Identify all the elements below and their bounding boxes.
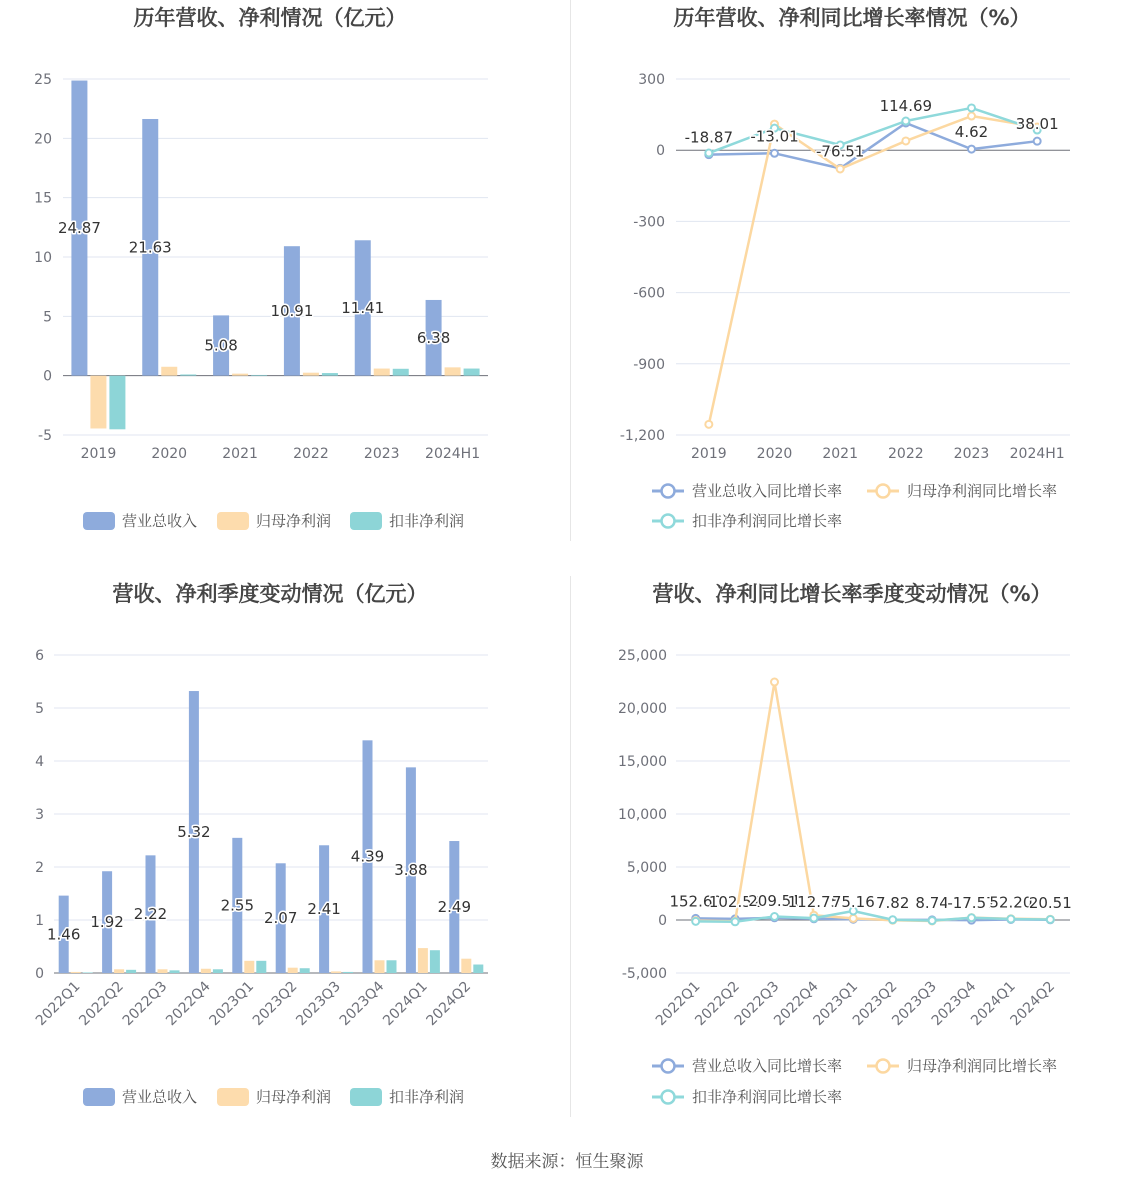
legend-swatch-marker: [662, 1060, 675, 1073]
data-label: 4.39: [350, 847, 385, 866]
y-tick-label: 5,000: [626, 860, 667, 876]
legend-label: 扣非净利润同比增长率: [692, 512, 843, 530]
bar-deducted-net-profit: [126, 970, 136, 973]
data-label: 112.75: [787, 892, 841, 911]
data-label: 2.55: [220, 896, 255, 915]
bar-parent-net-profit: [445, 367, 461, 375]
y-tick-label: 5: [35, 701, 44, 717]
legend-item-deducted-net-profit: [350, 512, 464, 530]
x-tick-label: 2024H1: [1009, 446, 1065, 462]
x-tick-label: 2022Q4: [771, 978, 822, 1030]
data-label: 20.51: [1028, 893, 1072, 912]
x-tick-label: 2023Q4: [928, 978, 980, 1030]
legend-label: 营业总收入: [122, 1088, 198, 1106]
point-deducted-net-profit-growth: [889, 916, 896, 923]
legend-swatch: [83, 1088, 115, 1106]
legend-label: 扣非净利润: [389, 1088, 465, 1106]
data-label: 1.92: [90, 913, 124, 932]
legend-swatch-marker: [877, 485, 890, 498]
bar-parent-net-profit: [232, 374, 248, 376]
legend-label: 归母净利润: [256, 1088, 332, 1106]
point-deducted-net-profit-growth: [771, 913, 778, 920]
x-tick-label: 2022Q4: [163, 978, 214, 1030]
data-label: 75.16: [831, 893, 875, 912]
data-label: 24.87: [57, 219, 101, 238]
legend-label: 扣非净利润: [389, 512, 465, 530]
bar-parent-net-profit: [461, 959, 471, 973]
point-deducted-net-profit-growth: [1047, 916, 1054, 923]
y-tick-label: 15,000: [618, 754, 667, 770]
x-tick-label: 2024H1: [425, 446, 481, 462]
y-tick-label: -5: [38, 428, 52, 444]
point-revenue-growth: [771, 150, 778, 157]
bar-parent-net-profit: [201, 969, 211, 973]
point-revenue-growth: [1034, 138, 1041, 145]
point-deducted-net-profit-growth: [692, 918, 699, 925]
bar-parent-net-profit: [303, 373, 319, 376]
quarterly-revenue-profit-chart: [33, 582, 488, 1106]
legend-swatch: [83, 512, 115, 530]
y-tick-label: 20,000: [618, 701, 667, 717]
legend-item-revenue: [83, 1088, 197, 1106]
x-tick-label: 2024Q1: [380, 978, 431, 1030]
point-deducted-net-profit-growth: [968, 104, 975, 111]
bar-deducted-net-profit: [170, 970, 180, 973]
x-tick-label: 2022Q2: [76, 978, 127, 1030]
x-tick-label: 2019: [691, 446, 727, 462]
bar-parent-net-profit: [288, 968, 298, 973]
data-label: 2.49: [437, 898, 472, 917]
legend-swatch-marker: [662, 1091, 675, 1104]
data-label: 114.69: [879, 96, 933, 115]
data-label: 5.32: [177, 823, 211, 842]
x-tick-label: 2023Q2: [249, 978, 301, 1030]
legend-item-parent-net-profit: [867, 482, 1057, 500]
bar-deducted-net-profit: [387, 960, 397, 973]
y-tick-label: 0: [658, 913, 667, 929]
annual-growth-rate-chart: [620, 6, 1070, 530]
x-tick-label: 2024Q2: [423, 978, 475, 1030]
y-tick-label: -600: [633, 285, 665, 302]
legend-swatch: [217, 512, 249, 530]
point-deducted-net-profit-growth: [1007, 916, 1014, 923]
data-label: 3.88: [394, 861, 428, 880]
x-tick-label: 2022Q3: [119, 978, 171, 1030]
data-label: 2.22: [133, 905, 168, 924]
data-label: 152.60: [669, 892, 722, 911]
bar-deducted-net-profit: [109, 376, 125, 430]
x-tick-label: 2023: [953, 446, 990, 462]
x-tick-label: 2023Q1: [206, 978, 258, 1030]
data-label: 102.52: [708, 892, 762, 911]
point-parent-net-profit-growth: [968, 113, 975, 120]
y-tick-label: 10,000: [618, 807, 667, 823]
data-source-note: 数据来源：恒生聚源: [490, 1152, 644, 1172]
data-label: 1.46: [46, 925, 81, 944]
x-tick-label: 2023Q2: [849, 978, 901, 1030]
data-label: 2.07: [263, 909, 298, 928]
legend-item-deducted-net-profit: [652, 512, 842, 530]
legend-item-deducted-net-profit: [652, 1088, 842, 1106]
data-label: 5.08: [204, 336, 238, 355]
y-tick-label: -300: [633, 214, 665, 231]
line-parent-net-profit-growth: [709, 116, 1037, 424]
bar-deducted-net-profit: [343, 972, 353, 973]
legend-swatch: [350, 512, 382, 530]
data-label: 11.41: [341, 298, 385, 317]
x-tick-label: 2021: [822, 446, 858, 462]
bar-deducted-net-profit: [393, 369, 409, 376]
point-parent-net-profit-growth: [837, 165, 844, 172]
x-tick-label: 2020: [151, 446, 188, 462]
data-label: 4.62: [954, 123, 989, 142]
chart-title: 历年营收、净利同比增长率情况（%）: [673, 6, 1031, 30]
legend-item-parent-net-profit: [217, 1088, 331, 1106]
legend-item-parent-net-profit: [867, 1057, 1057, 1075]
bar-parent-net-profit: [90, 376, 106, 429]
data-label: 10.91: [270, 301, 314, 320]
x-tick-label: 2024Q2: [1007, 978, 1059, 1030]
y-tick-label: 4: [35, 754, 44, 770]
bar-parent-net-profit: [161, 367, 177, 376]
legend-label: 归母净利润: [256, 512, 332, 530]
point-deducted-net-profit-growth: [902, 118, 909, 125]
annual-revenue-profit-chart: [34, 6, 488, 530]
y-tick-label: -1,200: [619, 428, 665, 444]
legend-label: 归母净利润同比增长率: [907, 1057, 1058, 1075]
legend-item-revenue: [652, 1057, 842, 1075]
bar-parent-net-profit: [158, 969, 168, 973]
legend-swatch: [217, 1088, 249, 1106]
y-tick-label: 25,000: [618, 648, 667, 664]
legend-item-parent-net-profit: [217, 512, 331, 530]
x-tick-label: 2023Q3: [293, 978, 344, 1030]
bar-parent-net-profit: [71, 972, 81, 973]
x-tick-label: 2022: [293, 446, 329, 462]
legend-item-revenue: [652, 482, 842, 500]
data-label: 8.74: [915, 893, 949, 912]
chart-title: 营收、净利同比增长率季度变动情况（%）: [652, 582, 1052, 606]
point-deducted-net-profit-growth: [732, 918, 739, 925]
data-label: -18.87: [684, 128, 734, 147]
y-tick-label: -900: [633, 356, 665, 373]
bar-deducted-net-profit: [83, 972, 93, 973]
data-label: -17.57: [947, 894, 996, 913]
x-tick-label: 2023Q4: [336, 978, 388, 1030]
bar-deducted-net-profit: [300, 968, 310, 973]
y-tick-label: 2: [35, 860, 44, 876]
x-tick-label: 2022Q2: [692, 978, 743, 1030]
bar-deducted-net-profit: [464, 369, 480, 376]
bar-parent-net-profit: [244, 961, 254, 973]
x-tick-label: 2023: [363, 446, 400, 462]
x-tick-label: 2022Q1: [652, 978, 704, 1030]
point-deducted-net-profit-growth: [705, 150, 712, 157]
y-tick-label: 6: [35, 648, 44, 664]
legend-label: 扣非净利润同比增长率: [692, 1088, 843, 1106]
legend-label: 归母净利润同比增长率: [907, 482, 1058, 500]
x-tick-label: 2022Q3: [731, 978, 783, 1030]
data-label: 7.82: [875, 893, 910, 912]
y-tick-label: 20: [34, 131, 52, 148]
data-label: 6.38: [416, 328, 451, 347]
x-tick-label: 2023Q1: [810, 978, 862, 1030]
bar-deducted-net-profit: [322, 373, 338, 376]
y-tick-label: 0: [43, 368, 52, 385]
y-tick-label: 25: [34, 72, 52, 88]
legend-label: 营业总收入同比增长率: [692, 482, 843, 500]
x-tick-label: 2022: [888, 446, 924, 462]
y-tick-label: 300: [638, 72, 665, 88]
point-deducted-net-profit-growth: [929, 917, 936, 924]
bar-parent-net-profit: [374, 369, 390, 376]
x-tick-label: 2022Q1: [32, 978, 84, 1030]
legend-swatch-marker: [877, 1060, 890, 1073]
data-label: -13.01: [750, 127, 799, 146]
x-tick-label: 2023Q3: [889, 978, 940, 1030]
y-tick-label: 5: [43, 309, 52, 326]
legend-item-deducted-net-profit: [350, 1088, 464, 1106]
x-tick-label: 2020: [756, 446, 793, 462]
x-tick-label: 2024Q1: [968, 978, 1019, 1030]
chart-title: 营收、净利季度变动情况（亿元）: [112, 582, 428, 606]
bar-deducted-net-profit: [430, 950, 440, 973]
y-tick-label: 15: [34, 190, 52, 207]
legend-label: 营业总收入同比增长率: [692, 1057, 843, 1075]
bar-deducted-net-profit: [256, 961, 266, 973]
y-tick-label: 1: [35, 913, 44, 929]
bar-parent-net-profit: [375, 960, 385, 973]
legend-item-revenue: [83, 512, 197, 530]
legend-label: 营业总收入: [122, 512, 198, 530]
point-parent-net-profit-growth: [902, 137, 909, 144]
point-revenue-growth: [968, 146, 975, 153]
line-parent-net-profit-growth: [696, 682, 1051, 921]
point-parent-net-profit-growth: [705, 421, 712, 428]
bar-deducted-net-profit: [251, 375, 267, 376]
bar-parent-net-profit: [114, 969, 124, 973]
legend-swatch: [350, 1088, 382, 1106]
bar-deducted-net-profit: [180, 374, 196, 375]
y-tick-label: 0: [656, 143, 665, 160]
point-deducted-net-profit-growth: [810, 915, 817, 922]
data-label: 38.01: [1015, 115, 1059, 134]
data-label: 209.51: [748, 891, 801, 910]
quarterly-growth-rate-chart: [618, 582, 1072, 1106]
y-tick-label: -5,000: [621, 966, 667, 982]
bar-parent-net-profit: [331, 971, 341, 973]
chart-title: 历年营收、净利情况（亿元）: [133, 6, 407, 30]
y-tick-label: 3: [35, 807, 44, 823]
point-parent-net-profit-growth: [771, 679, 778, 686]
bar-deducted-net-profit: [473, 965, 483, 973]
legend-swatch-marker: [662, 515, 675, 528]
data-label: 52.20: [989, 893, 1033, 912]
data-label: -76.51: [815, 142, 865, 161]
point-parent-net-profit-growth: [850, 915, 857, 922]
y-tick-label: 10: [34, 250, 52, 266]
point-deducted-net-profit-growth: [968, 914, 975, 921]
x-tick-label: 2019: [80, 446, 117, 462]
data-label: 21.63: [128, 238, 172, 257]
x-tick-label: 2021: [222, 446, 258, 462]
bar-deducted-net-profit: [213, 969, 223, 973]
bar-parent-net-profit: [418, 948, 428, 973]
y-tick-label: 0: [35, 966, 44, 982]
legend-swatch-marker: [662, 485, 675, 498]
data-label: 2.41: [307, 900, 341, 919]
